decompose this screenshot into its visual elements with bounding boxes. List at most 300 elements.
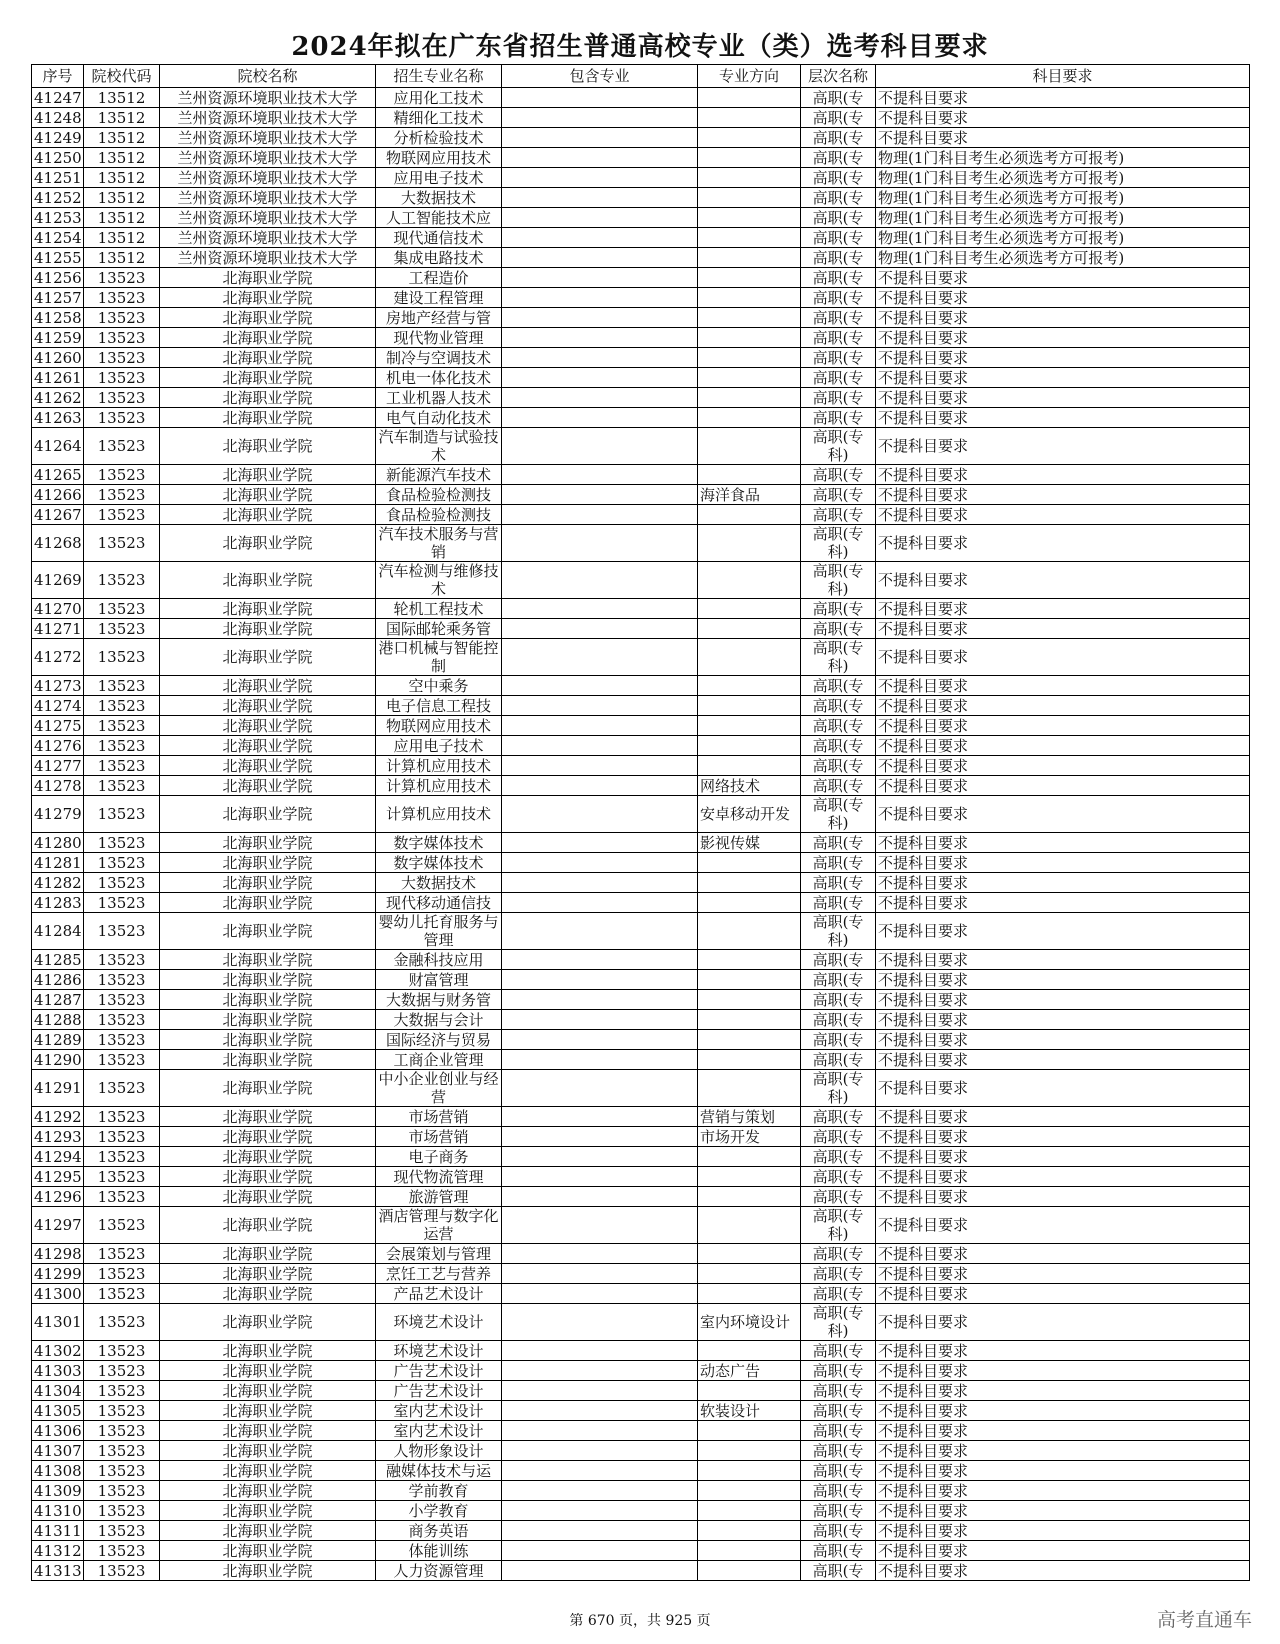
table-row: [32, 1421, 1250, 1441]
table-cell: [502, 208, 698, 228]
table-cell: 不提科目要求: [876, 1107, 1250, 1127]
table-cell: 北海职业学院: [160, 1461, 376, 1481]
table-cell: 高职(专: [801, 1381, 876, 1401]
table-cell: 物联网应用技术: [376, 148, 502, 168]
table-row: [32, 1107, 1250, 1127]
table-cell: 北海职业学院: [160, 388, 376, 408]
table-cell: 13523: [84, 1481, 160, 1501]
table-cell: [502, 1501, 698, 1521]
table-cell: 北海职业学院: [160, 950, 376, 970]
table-cell: 不提科目要求: [876, 639, 1250, 676]
table-cell: 北海职业学院: [160, 990, 376, 1010]
table-cell: 13523: [84, 776, 160, 796]
table-cell: 高职(专: [801, 168, 876, 188]
table-cell: 高职(专: [801, 833, 876, 853]
table-cell: 13523: [84, 1381, 160, 1401]
table-row: [32, 1284, 1250, 1304]
table-row: [32, 228, 1250, 248]
table-cell: 13523: [84, 348, 160, 368]
table-row: [32, 1207, 1250, 1244]
table-cell: 41275: [32, 716, 84, 736]
table-cell: [502, 599, 698, 619]
table-row: [32, 168, 1250, 188]
table-cell: 高职(专: [801, 1521, 876, 1541]
table-cell: [502, 853, 698, 873]
table-cell: 41251: [32, 168, 84, 188]
table-row: [32, 639, 1250, 676]
table-cell: 41299: [32, 1264, 84, 1284]
table-cell: 不提科目要求: [876, 108, 1250, 128]
page-title: 2024年拟在广东省招生普通高校专业（类）选考科目要求: [291, 32, 989, 62]
table-cell: 高职(专科): [801, 1304, 876, 1341]
table-cell: [698, 1284, 801, 1304]
table-cell: 兰州资源环境职业技术大学: [160, 88, 376, 108]
table-cell: 不提科目要求: [876, 1361, 1250, 1381]
table-cell: 市场开发: [698, 1127, 801, 1147]
table-cell: 北海职业学院: [160, 893, 376, 913]
table-cell: [698, 388, 801, 408]
table-cell: [502, 1244, 698, 1264]
table-cell: [698, 1147, 801, 1167]
table-row: [32, 388, 1250, 408]
table-cell: 工程造价: [376, 268, 502, 288]
table-cell: 环境艺术设计: [376, 1341, 502, 1361]
table-cell: [502, 1207, 698, 1244]
table-cell: 兰州资源环境职业技术大学: [160, 108, 376, 128]
table-cell: 高职(专: [801, 970, 876, 990]
table-cell: 13512: [84, 188, 160, 208]
table-cell: 不提科目要求: [876, 328, 1250, 348]
table-cell: 北海职业学院: [160, 1167, 376, 1187]
table-cell: [698, 599, 801, 619]
table-cell: 营销与策划: [698, 1107, 801, 1127]
table-cell: [502, 1127, 698, 1147]
table-cell: [502, 428, 698, 465]
table-cell: [698, 1461, 801, 1481]
table-row: [32, 776, 1250, 796]
table-cell: 不提科目要求: [876, 308, 1250, 328]
table-cell: 41291: [32, 1070, 84, 1107]
table-cell: 广告艺术设计: [376, 1361, 502, 1381]
table-cell: 高职(专: [801, 1127, 876, 1147]
table-cell: 物理(1门科目考生必须选考方可报考): [876, 148, 1250, 168]
table-cell: 北海职业学院: [160, 676, 376, 696]
table-cell: 兰州资源环境职业技术大学: [160, 128, 376, 148]
table-cell: [502, 1030, 698, 1050]
table-cell: [698, 1481, 801, 1501]
table-cell: 13523: [84, 1341, 160, 1361]
table-cell: [698, 1167, 801, 1187]
table-cell: [502, 1421, 698, 1441]
table-cell: 高职(专: [801, 1050, 876, 1070]
table-cell: 高职(专: [801, 1341, 876, 1361]
table-cell: 计算机应用技术: [376, 776, 502, 796]
table-cell: 酒店管理与数字化运营: [376, 1207, 502, 1244]
table-cell: 高职(专: [801, 465, 876, 485]
table-row: [32, 833, 1250, 853]
table-cell: 高职(专: [801, 288, 876, 308]
table-cell: 13523: [84, 756, 160, 776]
table-cell: [502, 1341, 698, 1361]
table-cell: [502, 716, 698, 736]
table-row: [32, 1481, 1250, 1501]
table-cell: 室内艺术设计: [376, 1401, 502, 1421]
table-cell: 13523: [84, 525, 160, 562]
table-cell: 数字媒体技术: [376, 853, 502, 873]
table-cell: 北海职业学院: [160, 465, 376, 485]
table-cell: 不提科目要求: [876, 1304, 1250, 1341]
table-cell: [698, 208, 801, 228]
table-cell: [502, 1284, 698, 1304]
table-cell: 港口机械与智能控制: [376, 639, 502, 676]
table-cell: [502, 348, 698, 368]
table-cell: 北海职业学院: [160, 1561, 376, 1581]
table-cell: 北海职业学院: [160, 1030, 376, 1050]
table-cell: 北海职业学院: [160, 1070, 376, 1107]
table-cell: 13523: [84, 1167, 160, 1187]
table-cell: 不提科目要求: [876, 833, 1250, 853]
table-cell: 41289: [32, 1030, 84, 1050]
table-cell: 北海职业学院: [160, 525, 376, 562]
table-cell: 41255: [32, 248, 84, 268]
table-cell: 北海职业学院: [160, 873, 376, 893]
table-row: [32, 1244, 1250, 1264]
table-cell: 高职(专: [801, 1361, 876, 1381]
requirements-table-container: [31, 64, 1249, 1581]
table-cell: 北海职业学院: [160, 288, 376, 308]
table-cell: 不提科目要求: [876, 950, 1250, 970]
table-cell: 北海职业学院: [160, 1264, 376, 1284]
table-cell: 国际邮轮乘务管: [376, 619, 502, 639]
table-cell: [698, 465, 801, 485]
table-cell: 13512: [84, 148, 160, 168]
table-cell: 北海职业学院: [160, 853, 376, 873]
table-row: [32, 268, 1250, 288]
table-cell: 网络技术: [698, 776, 801, 796]
table-cell: 体能训练: [376, 1541, 502, 1561]
table-cell: 不提科目要求: [876, 268, 1250, 288]
table-row: [32, 465, 1250, 485]
table-cell: 13523: [84, 308, 160, 328]
table-cell: 北海职业学院: [160, 736, 376, 756]
table-cell: 13523: [84, 1050, 160, 1070]
table-row: [32, 525, 1250, 562]
table-cell: 13523: [84, 1127, 160, 1147]
table-cell: 北海职业学院: [160, 833, 376, 853]
table-cell: 41270: [32, 599, 84, 619]
table-cell: [698, 1521, 801, 1541]
table-cell: 高职(专: [801, 248, 876, 268]
table-cell: [502, 308, 698, 328]
table-cell: 13523: [84, 599, 160, 619]
table-cell: 41272: [32, 639, 84, 676]
table-cell: [698, 1050, 801, 1070]
table-cell: [502, 525, 698, 562]
table-cell: 北海职业学院: [160, 1107, 376, 1127]
table-cell: 高职(专科): [801, 1070, 876, 1107]
table-cell: 房地产经营与管: [376, 308, 502, 328]
table-cell: 13523: [84, 1010, 160, 1030]
table-cell: [502, 562, 698, 599]
table-cell: 不提科目要求: [876, 676, 1250, 696]
table-cell: 高职(专科): [801, 428, 876, 465]
table-cell: 高职(专: [801, 1284, 876, 1304]
table-cell: 北海职业学院: [160, 348, 376, 368]
table-cell: 13523: [84, 796, 160, 833]
table-cell: 高职(专: [801, 1541, 876, 1561]
table-cell: 高职(专: [801, 505, 876, 525]
table-cell: 数字媒体技术: [376, 833, 502, 853]
table-cell: [502, 248, 698, 268]
table-cell: [698, 970, 801, 990]
table-row: [32, 756, 1250, 776]
table-cell: 不提科目要求: [876, 1207, 1250, 1244]
table-cell: 应用电子技术: [376, 168, 502, 188]
table-cell: 高职(专: [801, 1187, 876, 1207]
table-cell: [698, 562, 801, 599]
table-row: [32, 505, 1250, 525]
table-cell: 电气自动化技术: [376, 408, 502, 428]
table-cell: [698, 408, 801, 428]
table-cell: 高职(专: [801, 88, 876, 108]
table-cell: 软装设计: [698, 1401, 801, 1421]
table-row: [32, 128, 1250, 148]
table-row: [32, 248, 1250, 268]
table-row: [32, 893, 1250, 913]
table-cell: [502, 913, 698, 950]
table-cell: [698, 368, 801, 388]
table-cell: [502, 696, 698, 716]
table-cell: 北海职业学院: [160, 1521, 376, 1541]
table-row: [32, 1461, 1250, 1481]
table-cell: [502, 388, 698, 408]
table-row: [32, 796, 1250, 833]
table-cell: 13523: [84, 328, 160, 348]
table-row: [32, 913, 1250, 950]
table-cell: 13523: [84, 1207, 160, 1244]
table-cell: 高职(专: [801, 990, 876, 1010]
table-cell: 高职(专: [801, 188, 876, 208]
table-row: [32, 108, 1250, 128]
table-cell: 不提科目要求: [876, 776, 1250, 796]
table-row: [32, 1501, 1250, 1521]
table-cell: 北海职业学院: [160, 913, 376, 950]
table-cell: 北海职业学院: [160, 268, 376, 288]
table-cell: 13523: [84, 1284, 160, 1304]
table-cell: 13512: [84, 88, 160, 108]
table-cell: 13523: [84, 388, 160, 408]
table-cell: [502, 990, 698, 1010]
table-cell: 41292: [32, 1107, 84, 1127]
table-cell: 大数据技术: [376, 188, 502, 208]
table-cell: 北海职业学院: [160, 1127, 376, 1147]
table-cell: 新能源汽车技术: [376, 465, 502, 485]
table-cell: 13523: [84, 428, 160, 465]
table-cell: 不提科目要求: [876, 1010, 1250, 1030]
table-row: [32, 1361, 1250, 1381]
table-cell: [502, 756, 698, 776]
table-cell: [502, 1561, 698, 1581]
table-cell: [698, 1010, 801, 1030]
table-row: [32, 1187, 1250, 1207]
table-cell: 集成电路技术: [376, 248, 502, 268]
table-cell: 不提科目要求: [876, 288, 1250, 308]
table-row: [32, 208, 1250, 228]
table-cell: 安卓移动开发: [698, 796, 801, 833]
table-cell: [698, 1561, 801, 1581]
table-row: [32, 990, 1250, 1010]
table-cell: 41271: [32, 619, 84, 639]
table-cell: 北海职业学院: [160, 1341, 376, 1361]
table-cell: [502, 639, 698, 676]
table-cell: [502, 288, 698, 308]
table-cell: 应用电子技术: [376, 736, 502, 756]
table-cell: 13523: [84, 268, 160, 288]
table-cell: 兰州资源环境职业技术大学: [160, 168, 376, 188]
table-cell: [502, 1264, 698, 1284]
table-cell: [502, 1481, 698, 1501]
table-cell: 13512: [84, 228, 160, 248]
table-cell: 物理(1门科目考生必须选考方可报考): [876, 228, 1250, 248]
table-cell: 大数据技术: [376, 873, 502, 893]
page-number: 第 670 页，共 925 页: [569, 1613, 711, 1629]
table-cell: 高职(专: [801, 736, 876, 756]
table-row: [32, 599, 1250, 619]
table-cell: 13523: [84, 619, 160, 639]
table-cell: 41250: [32, 148, 84, 168]
table-row: [32, 368, 1250, 388]
table-cell: 41249: [32, 128, 84, 148]
table-cell: [698, 639, 801, 676]
table-cell: 婴幼儿托育服务与管理: [376, 913, 502, 950]
table-cell: [698, 1541, 801, 1561]
table-cell: 41307: [32, 1441, 84, 1461]
table-row: [32, 1050, 1250, 1070]
table-cell: 不提科目要求: [876, 388, 1250, 408]
table-cell: 不提科目要求: [876, 408, 1250, 428]
table-cell: 北海职业学院: [160, 970, 376, 990]
table-cell: 不提科目要求: [876, 599, 1250, 619]
table-cell: [698, 88, 801, 108]
table-cell: 13523: [84, 833, 160, 853]
table-cell: 高职(专: [801, 208, 876, 228]
table-cell: [502, 1010, 698, 1030]
table-cell: 北海职业学院: [160, 1481, 376, 1501]
table-cell: 41288: [32, 1010, 84, 1030]
table-cell: 不提科目要求: [876, 796, 1250, 833]
table-cell: 不提科目要求: [876, 853, 1250, 873]
table-cell: 不提科目要求: [876, 1541, 1250, 1561]
table-cell: [502, 328, 698, 348]
table-cell: 空中乘务: [376, 676, 502, 696]
table-cell: [502, 88, 698, 108]
table-cell: 不提科目要求: [876, 1244, 1250, 1264]
table-cell: [698, 1501, 801, 1521]
table-cell: 高职(专: [801, 1441, 876, 1461]
table-cell: 41300: [32, 1284, 84, 1304]
table-cell: 13523: [84, 1521, 160, 1541]
table-cell: 北海职业学院: [160, 1147, 376, 1167]
table-cell: 物理(1门科目考生必须选考方可报考): [876, 188, 1250, 208]
table-cell: 13523: [84, 990, 160, 1010]
table-cell: 北海职业学院: [160, 639, 376, 676]
table-cell: 北海职业学院: [160, 505, 376, 525]
table-row: [32, 1561, 1250, 1581]
table-cell: [502, 1361, 698, 1381]
table-row: [32, 188, 1250, 208]
table-cell: 北海职业学院: [160, 1381, 376, 1401]
table-cell: [698, 248, 801, 268]
table-cell: 建设工程管理: [376, 288, 502, 308]
table-row: [32, 562, 1250, 599]
table-cell: 北海职业学院: [160, 1050, 376, 1070]
table-cell: 不提科目要求: [876, 716, 1250, 736]
header-cell: 专业方向: [698, 65, 801, 88]
table-cell: [502, 408, 698, 428]
table-cell: 室内环境设计: [698, 1304, 801, 1341]
table-cell: 41308: [32, 1461, 84, 1481]
table-cell: 北海职业学院: [160, 562, 376, 599]
table-cell: [698, 893, 801, 913]
table-cell: 北海职业学院: [160, 368, 376, 388]
table-cell: 13523: [84, 1441, 160, 1461]
table-cell: 北海职业学院: [160, 1010, 376, 1030]
table-cell: [698, 505, 801, 525]
table-cell: 41257: [32, 288, 84, 308]
table-cell: 41266: [32, 485, 84, 505]
table-cell: 不提科目要求: [876, 348, 1250, 368]
table-cell: 不提科目要求: [876, 990, 1250, 1010]
table-cell: 现代通信技术: [376, 228, 502, 248]
table-cell: 41294: [32, 1147, 84, 1167]
table-cell: 物联网应用技术: [376, 716, 502, 736]
table-cell: 不提科目要求: [876, 1521, 1250, 1541]
table-cell: 不提科目要求: [876, 1421, 1250, 1441]
table-cell: 现代物流管理: [376, 1167, 502, 1187]
requirements-table: [31, 64, 1250, 1581]
table-cell: [502, 1441, 698, 1461]
table-cell: 41259: [32, 328, 84, 348]
table-cell: 不提科目要求: [876, 1284, 1250, 1304]
table-row: [32, 408, 1250, 428]
table-cell: [502, 736, 698, 756]
table-cell: 计算机应用技术: [376, 756, 502, 776]
table-cell: 物理(1门科目考生必须选考方可报考): [876, 248, 1250, 268]
table-cell: 汽车技术服务与营销: [376, 525, 502, 562]
table-cell: 41260: [32, 348, 84, 368]
table-row: [32, 1381, 1250, 1401]
table-cell: 13523: [84, 950, 160, 970]
table-cell: 高职(专: [801, 619, 876, 639]
table-cell: 动态广告: [698, 1361, 801, 1381]
table-cell: 不提科目要求: [876, 1441, 1250, 1461]
table-cell: [502, 168, 698, 188]
table-cell: 41265: [32, 465, 84, 485]
table-cell: 13523: [84, 1421, 160, 1441]
table-cell: [502, 970, 698, 990]
table-cell: 13523: [84, 1461, 160, 1481]
table-cell: 高职(专: [801, 873, 876, 893]
table-cell: 海洋食品: [698, 485, 801, 505]
table-row: [32, 1541, 1250, 1561]
table-cell: 不提科目要求: [876, 756, 1250, 776]
table-cell: [698, 148, 801, 168]
table-cell: 41302: [32, 1341, 84, 1361]
table-cell: 13523: [84, 368, 160, 388]
header-cell: 序号: [32, 65, 84, 88]
table-row: [32, 88, 1250, 108]
table-row: [32, 619, 1250, 639]
